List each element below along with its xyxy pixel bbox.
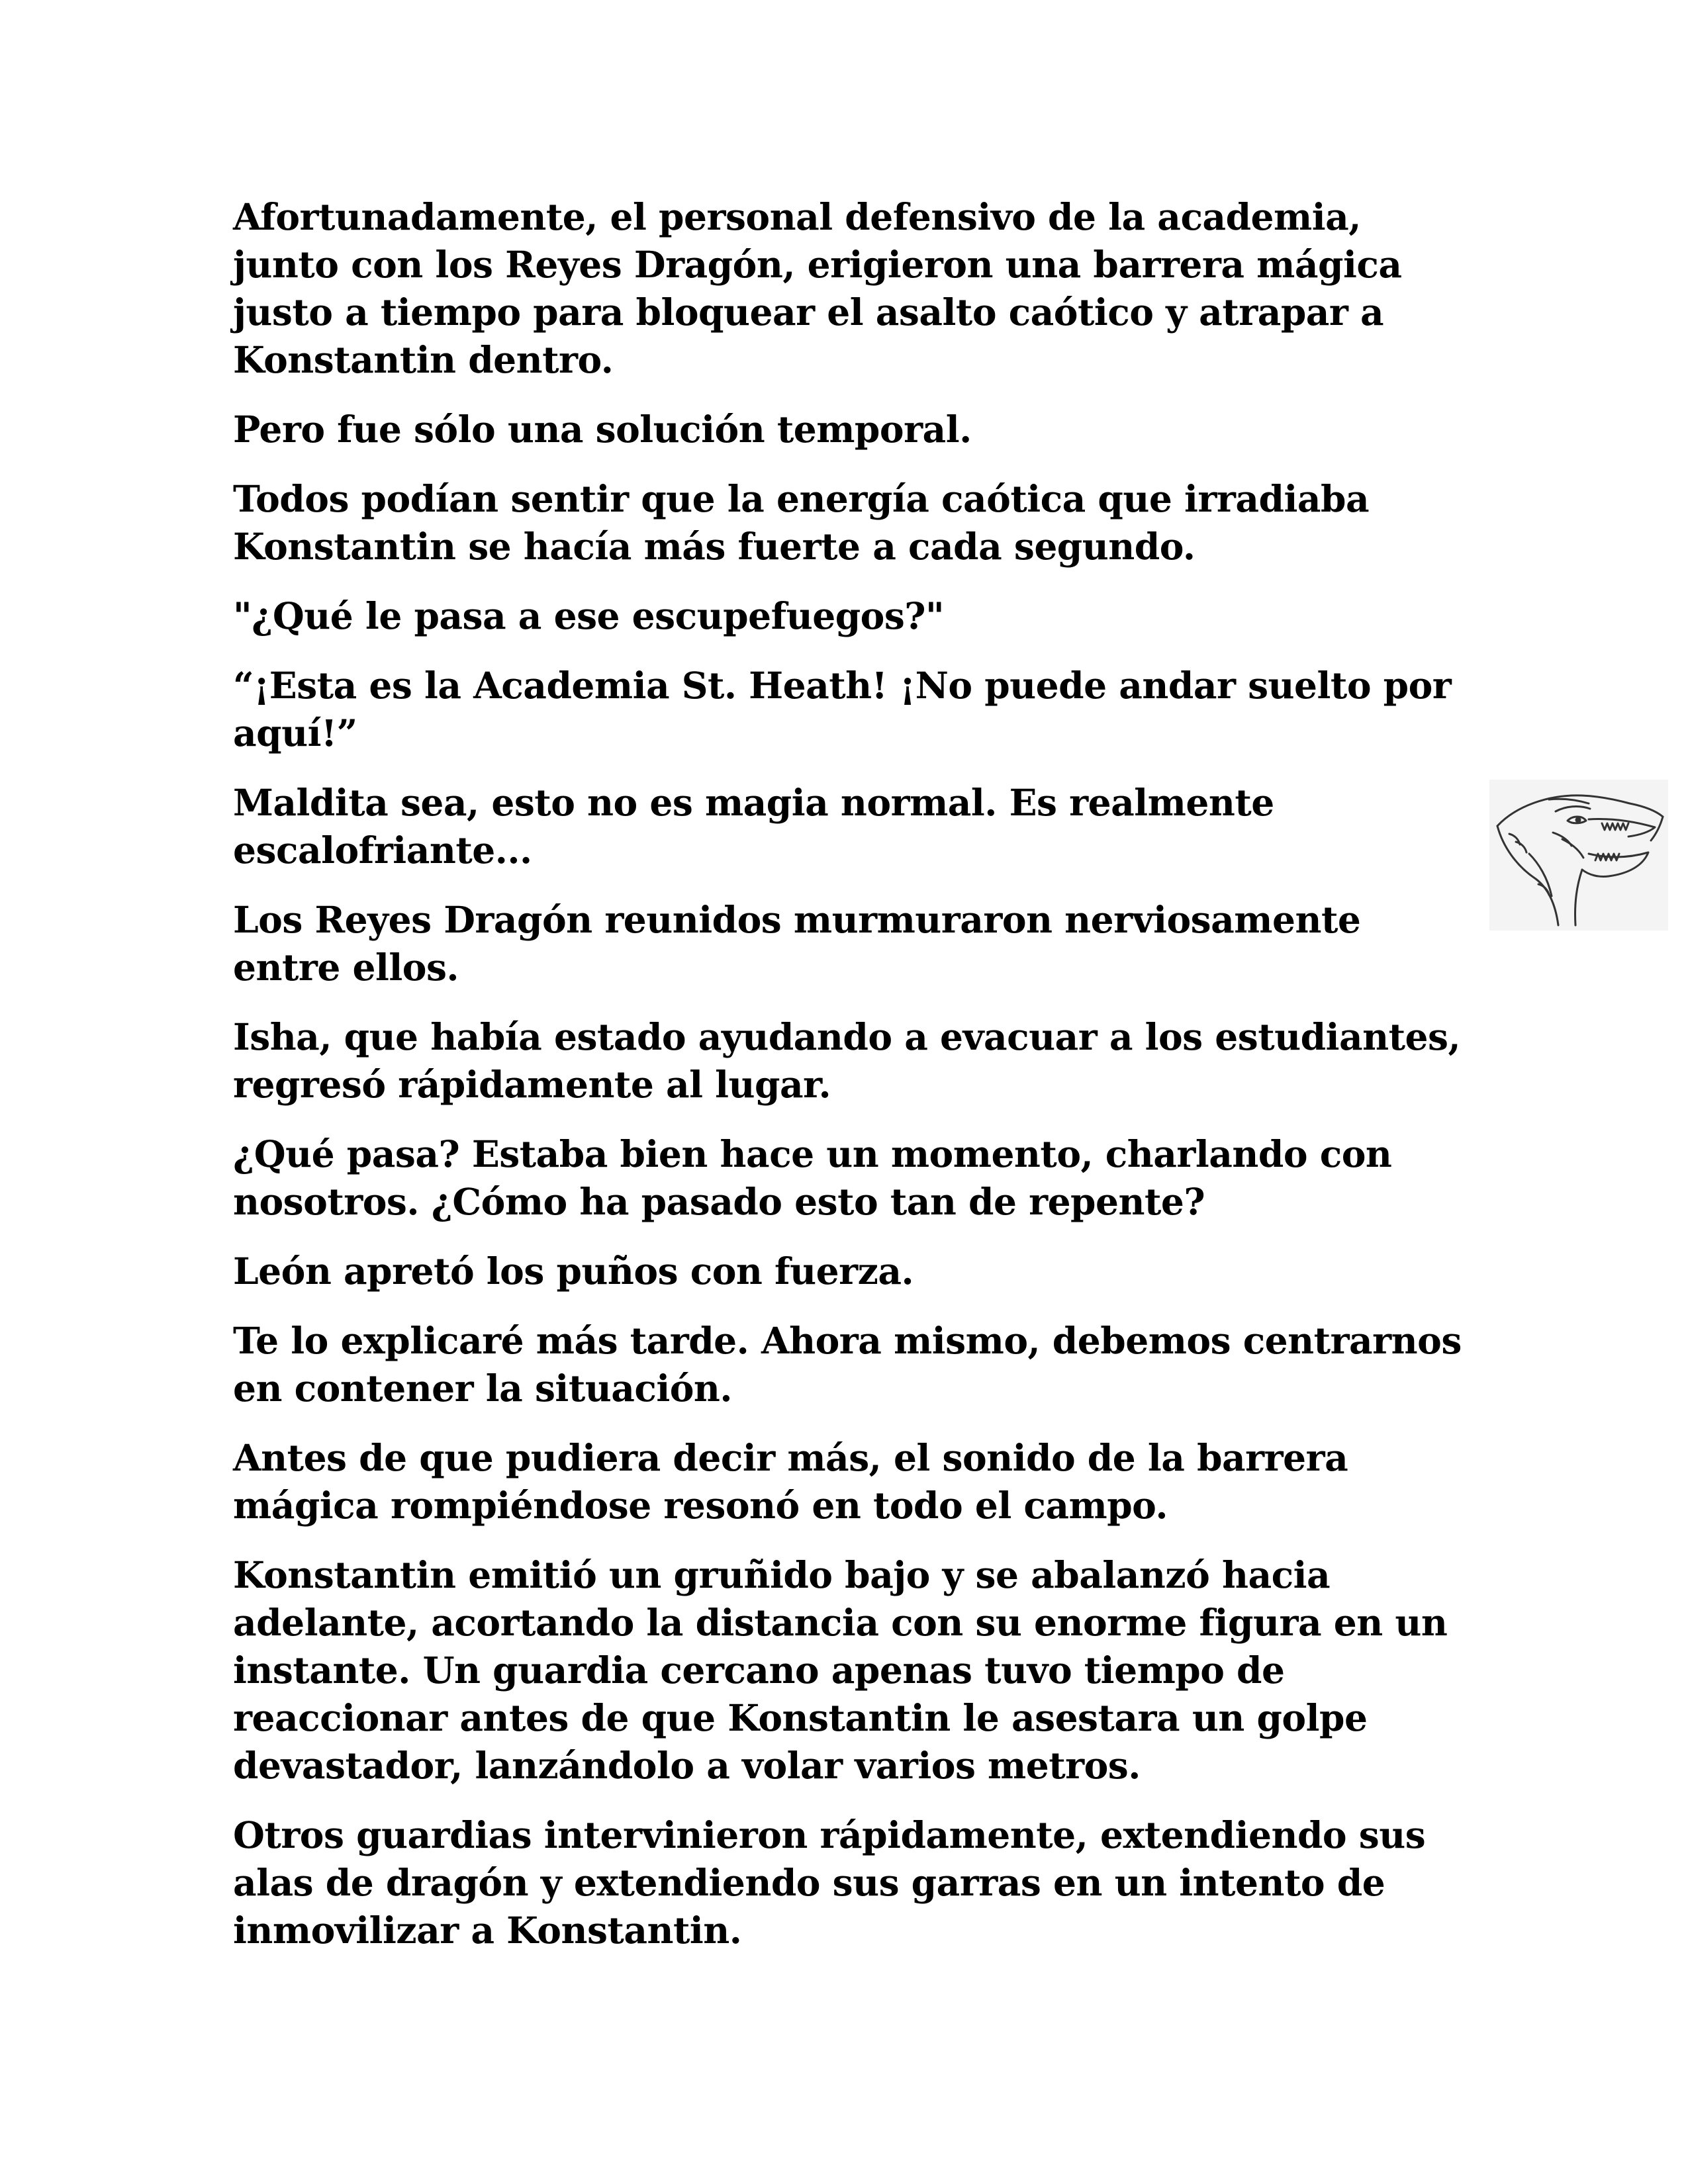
paragraph: Los Reyes Dragón reunidos murmuraron nerviosamente entre ellos. [233, 898, 1361, 989]
paragraph: "¿Qué le pasa a ese escupefuegos?" [233, 594, 945, 637]
paragraph: ¿Qué pasa? Estaba bien hace un momento, charlando con nosotros. ¿Cómo ha pasado esto tan de repente? [233, 1132, 1392, 1223]
paragraph: León apretó los puños con fuerza. [233, 1250, 914, 1293]
paragraph: “¡Esta es la Academia St. Heath! ¡No puede andar suelto por aquí!” [233, 664, 1452, 754]
paragraph: Otros guardias intervinieron rápidamente, extendiendo sus alas de dragón y extendiendo sus garras en un intento de inmovilizar a Konstantin. [233, 1813, 1426, 1952]
paragraph: Antes de que pudiera decir más, el sonido de la barrera mágica rompiéndose resonó en todo el campo. [233, 1436, 1348, 1527]
paragraph: Te lo explicaré más tarde. Ahora mismo, debemos centrarnos en contener la situación. [233, 1319, 1462, 1410]
paragraph: Todos podían sentir que la energía caótica que irradiaba Konstantin se hacía más fuerte a cada segundo. [233, 477, 1370, 568]
paragraph: Afortunadamente, el personal defensivo de la academia, junto con los Reyes Dragón, erigieron una barrera mágica justo a tiempo para bloquear el asalto caótico y atrapar a Konstantin dentro. [233, 195, 1402, 381]
paragraph: Isha, que había estado ayudando a evacuar a los estudiantes, regresó rápidamente al lugar. [233, 1015, 1461, 1106]
paragraph: Pero fue sólo una solución temporal. [233, 408, 972, 451]
dragon-head-icon [1489, 780, 1668, 931]
paragraph: Maldita sea, esto no es magia normal. Es realmente escalofriante... [233, 781, 1274, 872]
paragraph: Konstantin emitió un gruñido bajo y se abalanzó hacia adelante, acortando la distancia con su enorme figura en un instante. Un guardia cercano apenas tuvo tiempo de reaccionar antes de que Konstantin le asestara un golpe devastador, lanzándolo a volar varios metros. [233, 1553, 1448, 1787]
document-body [233, 193, 1464, 1976]
